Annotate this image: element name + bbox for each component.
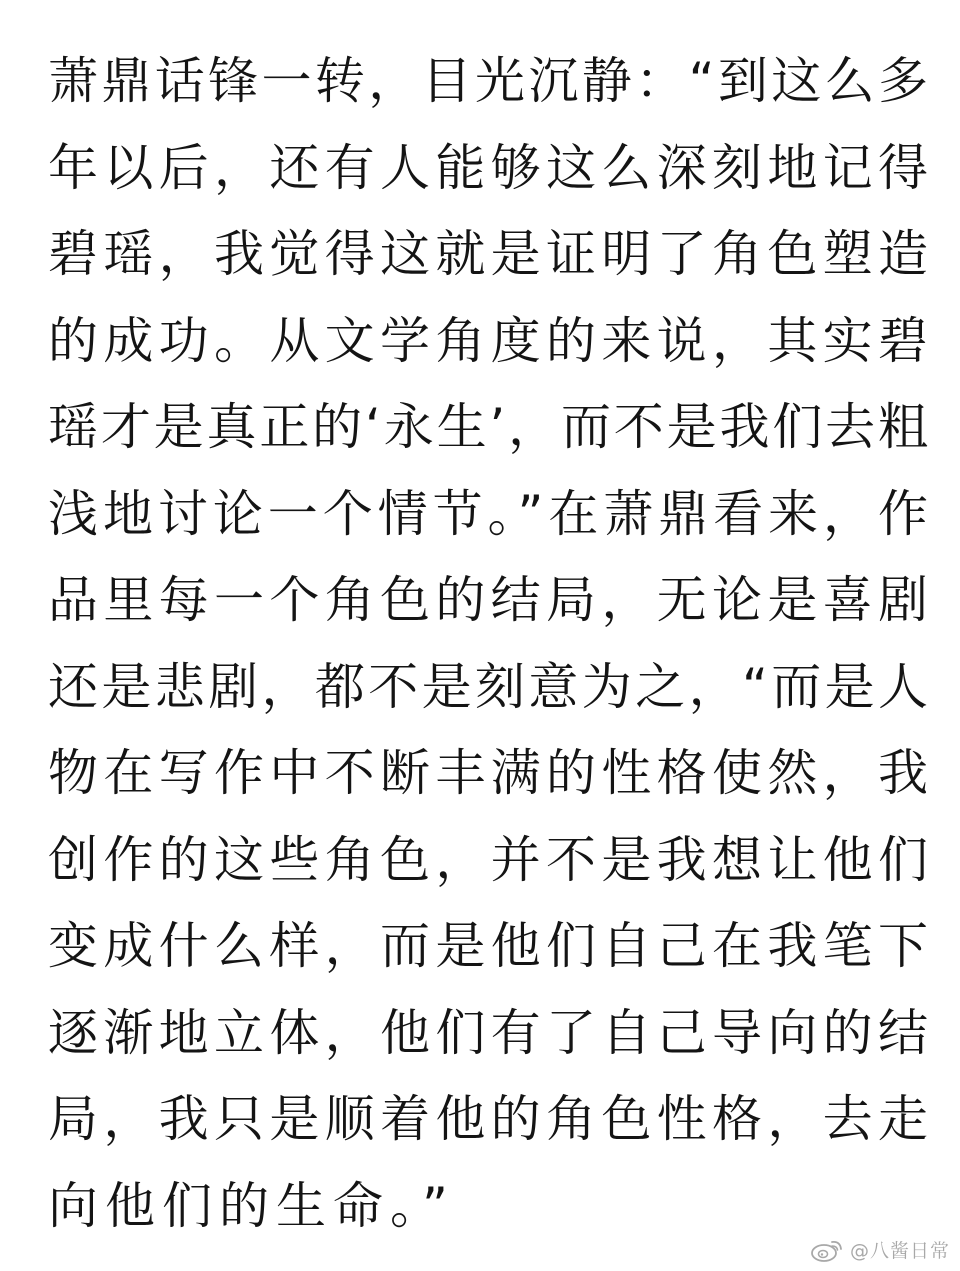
text-line-4: 的成功。从文学角度的来说，其实碧 [48,311,928,370]
text-line-14: 向他们的生命。” [48,1176,455,1235]
text-line-9: 物在写作中不断丰满的性格使然，我 [48,744,928,802]
text-line-13: 局，我只是顺着他的角色性格，去走 [48,1090,928,1148]
text-line-8: 还是悲剧，都不是刻意为之，“而是人 [48,657,928,716]
text-line-6: 浅地讨论一个情节。”在萧鼎看来，作 [48,484,928,543]
text-line-3: 碧瑶，我觉得这就是证明了角色塑造 [48,225,928,283]
text-line-1: 萧鼎话锋一转，目光沉静：“到这么多 [48,52,928,110]
watermark [810,1236,950,1263]
article-text [48,38,928,1249]
text-line-7: 品里每一个角色的结局，无论是喜剧 [48,571,928,629]
text-line-5: 瑶才是真正的‘永生’，而不是我们去粗 [48,398,928,456]
text-line-10: 创作的这些角色，并不是我想让他们 [48,830,928,889]
text-line-11: 变成什么样，而是他们自己在我笔下 [48,917,928,975]
text-line-12: 逐渐地立体，他们有了自己导向的结 [48,1003,928,1062]
text-line-2: 年以后，还有人能够这么深刻地记得 [48,138,928,197]
weibo-logo-icon [810,1238,844,1262]
watermark-text: @八酱日常 [849,1240,950,1262]
